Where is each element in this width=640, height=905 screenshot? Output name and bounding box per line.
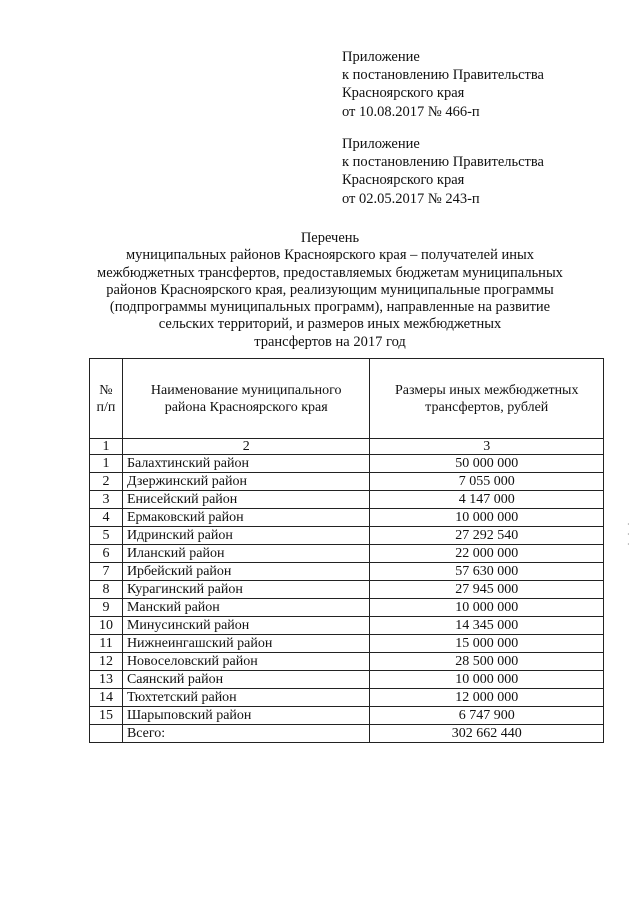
row-number: 12 xyxy=(90,653,123,671)
transfer-amount: 10 000 000 xyxy=(370,509,604,527)
total-amount: 302 662 440 xyxy=(370,725,604,743)
column-number-row xyxy=(90,439,604,455)
transfer-amount: 14 345 000 xyxy=(370,617,604,635)
row-number: 4 xyxy=(90,509,123,527)
total-row xyxy=(90,725,604,743)
header-number-line-2: п/п xyxy=(96,399,116,415)
row-number: 9 xyxy=(90,599,123,617)
title-heading: Перечень xyxy=(300,230,360,246)
district-name: Саянский район xyxy=(122,671,370,689)
margin-mark: · · · xyxy=(627,520,630,549)
transfer-amount: 50 000 000 xyxy=(370,455,604,473)
row-number: 10 xyxy=(90,617,123,635)
district-name: Балахтинский район xyxy=(122,455,370,473)
title-line-6: трансфертов на 2017 год xyxy=(254,333,406,350)
table-row xyxy=(90,455,604,473)
appendix-block-2 xyxy=(342,135,544,208)
district-name: Минусинский район xyxy=(122,617,370,635)
transfer-amount: 6 747 900 xyxy=(370,707,604,725)
appendix-block-1 xyxy=(342,48,544,121)
row-number: 15 xyxy=(90,707,123,725)
district-name: Дзержинский район xyxy=(122,473,370,491)
row-number: 5 xyxy=(90,527,123,545)
column-number: 1 xyxy=(90,439,123,455)
district-name: Тюхтетский район xyxy=(122,689,370,707)
title-line-5: сельских территорий, и размеров иных межбюджетных xyxy=(158,316,502,333)
row-number: 1 xyxy=(90,455,123,473)
district-name: Шарыповский район xyxy=(122,707,370,725)
table-row xyxy=(90,599,604,617)
total-number xyxy=(90,725,123,743)
district-name: Курагинский район xyxy=(122,581,370,599)
row-number: 6 xyxy=(90,545,123,563)
row-number: 11 xyxy=(90,635,123,653)
row-number: 3 xyxy=(90,491,123,509)
appendix-1-line-3: Красноярского края xyxy=(342,85,465,102)
column-number: 2 xyxy=(122,439,370,455)
title-line-1: муниципальных районов Красноярского края – получателей иных xyxy=(126,247,534,264)
table-row xyxy=(90,491,604,509)
appendix-2-line-4: от 02.05.2017 № 243-п xyxy=(342,190,480,207)
table-row xyxy=(90,581,604,599)
transfer-amount: 57 630 000 xyxy=(370,563,604,581)
document-title xyxy=(80,230,580,351)
district-name: Новоселовский район xyxy=(122,653,370,671)
table-row xyxy=(90,635,604,653)
header-amount-line-2: трансфертов, рублей xyxy=(425,399,549,415)
table-row xyxy=(90,617,604,635)
table-row xyxy=(90,653,604,671)
appendix-2-line-1: Приложение xyxy=(342,136,420,152)
table-row xyxy=(90,545,604,563)
transfer-amount: 4 147 000 xyxy=(370,491,604,509)
table-row xyxy=(90,707,604,725)
header-number-line-1: № xyxy=(99,382,113,398)
district-name: Енисейский район xyxy=(122,491,370,509)
district-name: Ермаковский район xyxy=(122,509,370,527)
transfer-amount: 12 000 000 xyxy=(370,689,604,707)
table-row xyxy=(90,509,604,527)
transfer-amount: 10 000 000 xyxy=(370,599,604,617)
transfer-amount: 10 000 000 xyxy=(370,671,604,689)
table-row xyxy=(90,563,604,581)
header-district-line-1: Наименование муниципального xyxy=(150,382,342,398)
transfer-amount: 15 000 000 xyxy=(370,635,604,653)
district-name: Идринский район xyxy=(122,527,370,545)
header-district-line-2: района Красноярского края xyxy=(164,399,328,415)
district-name: Ирбейский район xyxy=(122,563,370,581)
district-name: Нижнеингашский район xyxy=(122,635,370,653)
total-label: Всего: xyxy=(122,725,370,743)
transfer-amount: 7 055 000 xyxy=(370,473,604,491)
transfer-amount: 27 945 000 xyxy=(370,581,604,599)
appendix-1-line-1: Приложение xyxy=(342,49,420,65)
district-name: Манский район xyxy=(122,599,370,617)
table-row xyxy=(90,689,604,707)
appendix-2-line-3: Красноярского края xyxy=(342,172,465,189)
district-name: Иланский район xyxy=(122,545,370,563)
title-line-2: межбюджетных трансфертов, предоставляемых бюджетам муниципальных xyxy=(97,264,563,281)
table-header-row xyxy=(90,359,604,439)
title-line-4: (подпрограммы муниципальных программ), направленные на развитие xyxy=(109,299,551,316)
column-number: 3 xyxy=(370,439,604,455)
transfer-amount: 27 292 540 xyxy=(370,527,604,545)
row-number: 13 xyxy=(90,671,123,689)
table-row xyxy=(90,527,604,545)
row-number: 14 xyxy=(90,689,123,707)
title-line-3: районов Красноярского края, реализующим муниципальные программы xyxy=(106,281,554,298)
appendix-2-line-2: к постановлению Правительства xyxy=(342,154,544,171)
transfer-amount: 22 000 000 xyxy=(370,545,604,563)
header-number xyxy=(90,359,123,439)
row-number: 2 xyxy=(90,473,123,491)
header-amount-line-1: Размеры иных межбюджетных xyxy=(394,382,579,398)
header-transfer-amount xyxy=(370,359,604,439)
table-row xyxy=(90,671,604,689)
row-number: 7 xyxy=(90,563,123,581)
row-number: 8 xyxy=(90,581,123,599)
transfers-table xyxy=(89,358,604,743)
appendix-1-line-4: от 10.08.2017 № 466-п xyxy=(342,103,480,120)
appendix-1-line-2: к постановлению Правительства xyxy=(342,67,544,84)
transfer-amount: 28 500 000 xyxy=(370,653,604,671)
header-district-name xyxy=(122,359,370,439)
table-row xyxy=(90,473,604,491)
